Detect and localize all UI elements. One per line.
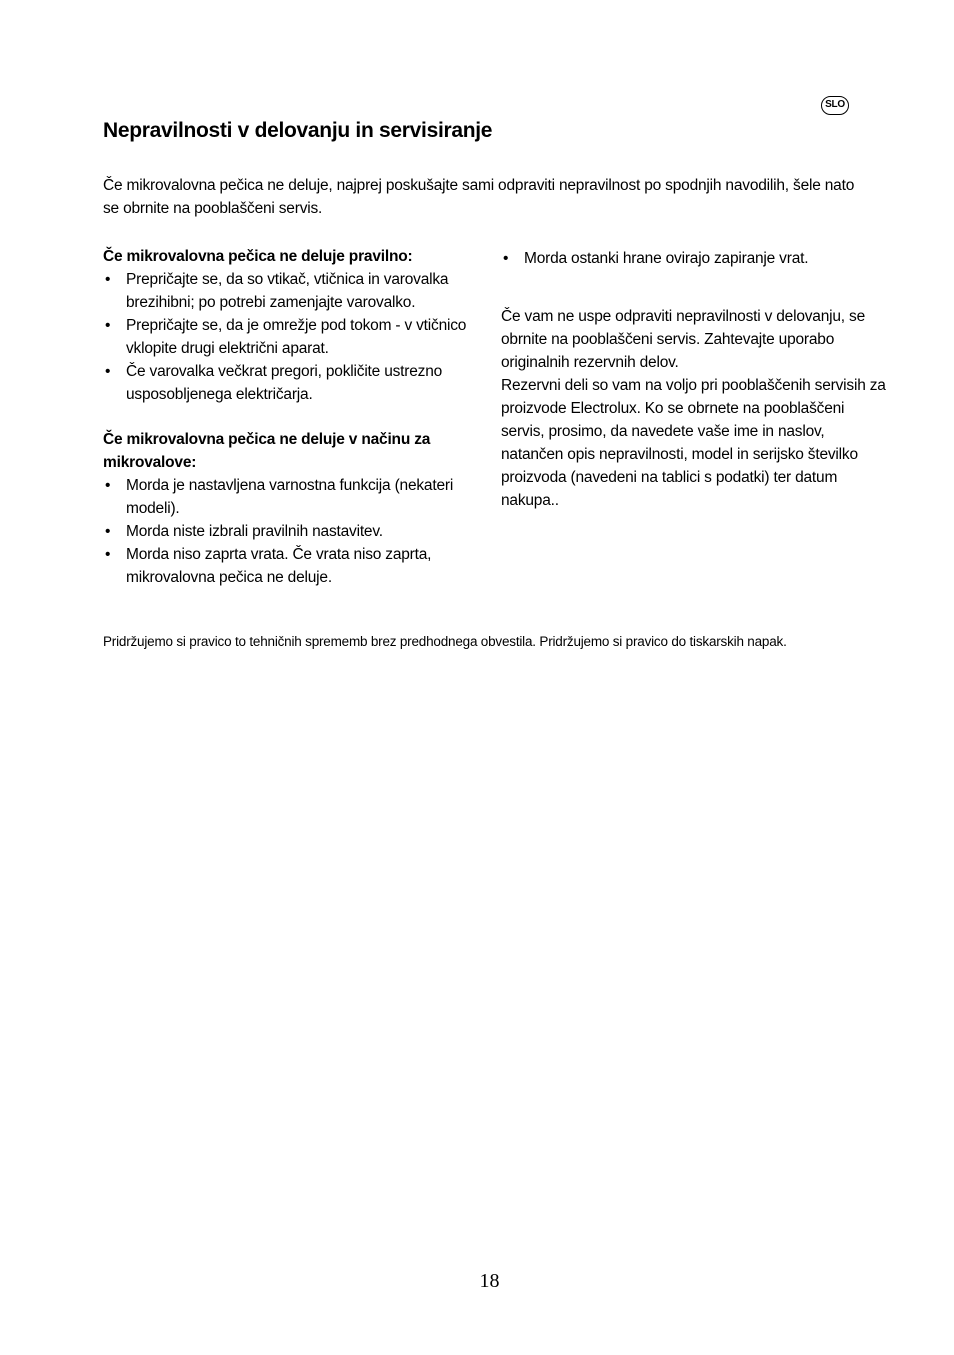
list-item: • Morda niste izbrali pravilnih nastavitev. bbox=[103, 520, 483, 543]
spacer bbox=[501, 270, 886, 305]
list-item: • Morda je nastavljena varnostna funkcija (nekateri modeli). bbox=[103, 474, 483, 520]
spare-parts-paragraph: Rezervni deli so vam na voljo pri pooblaščenih servisih za proizvode Electrolux. Ko se obrnete na pooblaščeni servis, prosimo, da navedete vaše ime in naslov, natančen opis nepravilnosti, model in serijsko številko proizvoda (navedeni na tablici s podatki) ter datum nakupa.. bbox=[501, 377, 886, 509]
spacer bbox=[103, 406, 483, 428]
page-number: 18 bbox=[479, 1270, 500, 1292]
continued-list bbox=[501, 247, 886, 270]
list-item: • Prepričajte se, da je omrežje pod tokom - v vtičnico vklopite drugi električni aparat. bbox=[103, 314, 483, 360]
service-paragraph: Če vam ne uspe odpraviti nepravilnosti v delovanju, se obrnite na pooblaščeni servis. Zahtevajte uporabo originalnih rezervnih delov. bbox=[501, 308, 865, 371]
section-heading-malfunction: Če mikrovalovna pečica ne deluje pravilno: bbox=[103, 248, 413, 265]
right-column bbox=[501, 247, 886, 512]
left-column bbox=[103, 245, 483, 589]
page-title: Nepravilnosti v delovanju in servisiranje bbox=[103, 119, 493, 142]
list-item: • Če varovalka večkrat pregori, pokličite ustrezno usposobljenega električarja. bbox=[103, 360, 483, 406]
section-heading-microwave-mode: Če mikrovalovna pečica ne deluje v načinu za mikrovalove: bbox=[103, 431, 431, 471]
language-badge: SLO bbox=[821, 96, 849, 115]
malfunction-list bbox=[103, 268, 483, 406]
intro-paragraph: Če mikrovalovna pečica ne deluje, najprej poskušajte sami odpraviti nepravilnost po spodnjih navodilih, šele nato se obrnite na pooblaščeni servis. bbox=[103, 177, 855, 217]
list-item: • Morda niso zaprta vrata. Če vrata niso zaprta, mikrovalovna pečica ne deluje. bbox=[103, 543, 483, 589]
microwave-mode-list bbox=[103, 474, 483, 589]
list-item: • Prepričajte se, da so vtikač, vtičnica in varovalka brezihibni; po potrebi zamenjajte varovalko. bbox=[103, 268, 483, 314]
disclaimer-footnote: Pridržujemo si pravico to tehničnih sprememb brez predhodnega obvestila. Pridržujemo si pravico do tiskarskih napak. bbox=[103, 634, 787, 649]
list-item: • Morda ostanki hrane ovirajo zapiranje vrat. bbox=[501, 247, 886, 270]
